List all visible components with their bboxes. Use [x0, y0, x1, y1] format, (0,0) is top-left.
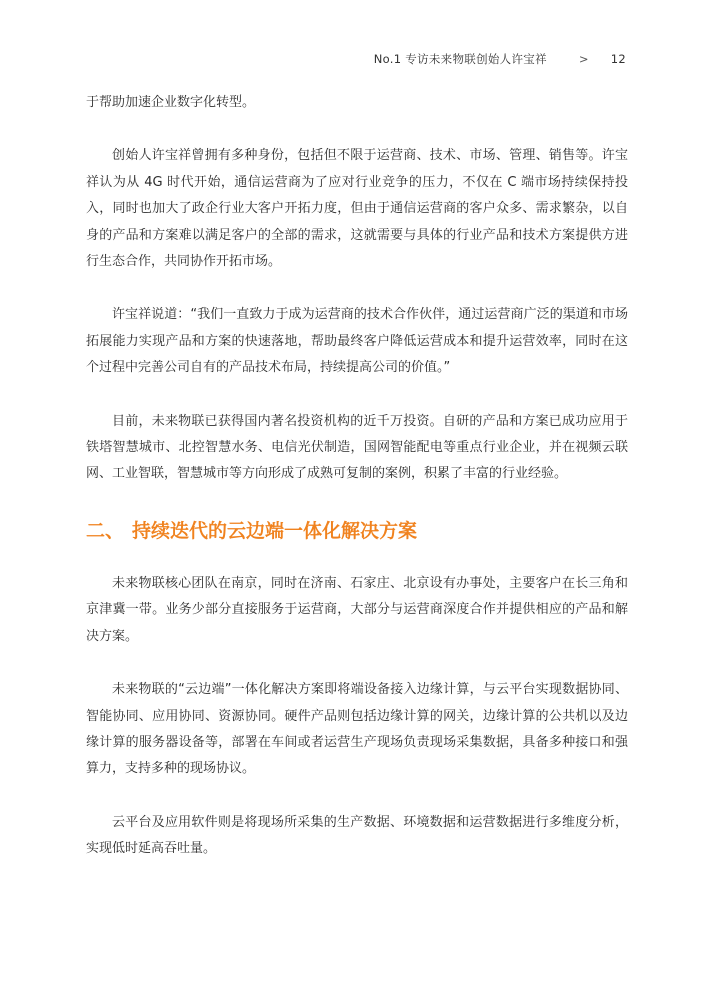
- paragraph-founder-quote: 许宝祥说道：“我们一直致力于成为运营商的技术合作伙伴，通过运营商广泛的渠道和市场拓展能力实现产品和方案的快速落地，帮助最终客户降低运营成本和提升运营效率，同时在这个过程中完善公司自有的产品技术布局，持续提高公司的价值。”: [86, 307, 628, 376]
- paragraph-founder-background: 创始人许宝祥曾拥有多种身份，包括但不限于运营商、技术、市场、管理、销售等。许宝祥认为从 4G 时代开始，通信运营商为了应对行业竞争的压力，不仅在 C 端市场持续保持投入，同时也加大了政企行业大客户开拓力度，但由于通信运营商的客户众多、需求繁杂，以自身的产品和方案难以满足客户的全部的需求，这就需要与具体的行业产品和技术方案提供方进行生态合作，共同协作开拓市场。: [86, 148, 628, 270]
- paragraph-investment: 目前，未来物联已获得国内著名投资机构的近千万投资。自研的产品和方案已成功应用于铁塔智慧城市、北控智慧水务、电信光伏制造，国网智能配电等重点行业企业，并在视频云联网、工业智联，智慧城市等方向形成了成熟可复制的案例，积累了丰富的行业经验。: [86, 413, 628, 482]
- section-title: 持续迭代的云边端一体化解决方案: [132, 519, 418, 542]
- article-title: 专访未来物联创始人许宝祥: [405, 52, 547, 66]
- section-number: 二、: [86, 519, 125, 542]
- chevron-right-icon: >: [578, 52, 589, 66]
- page-number: 12: [610, 52, 626, 66]
- paragraph-cloud-platform: 云平台及应用软件则是将现场所采集的生产数据、环境数据和运营数据进行多维度分析，实现低时延高吞吐量。: [86, 814, 628, 857]
- page-header: [374, 51, 626, 67]
- section-heading: [86, 517, 628, 545]
- article-body: [86, 90, 628, 863]
- paragraph-solution: 未来物联的“云边端”一体化解决方案即将端设备接入边缘计算，与云平台实现数据协同、智能协同、应用协同、资源协同。硬件产品则包括边缘计算的网关，边缘计算的公共机以及边缘计算的服务器设备等，部署在车间或者运营生产现场负责现场采集数据，具备多种接口和强算力，支持多种的现场协议。: [86, 682, 628, 777]
- issue-label: No.1: [373, 52, 402, 66]
- paragraph-team: 未来物联核心团队在南京，同时在济南、石家庄、北京设有办事处，主要客户在长三角和京津冀一带。业务少部分直接服务于运营商，大部分与运营商深度合作并提供相应的产品和解决方案。: [86, 575, 628, 644]
- paragraph-continuation: 于帮助加速企业数字化转型。: [86, 95, 256, 110]
